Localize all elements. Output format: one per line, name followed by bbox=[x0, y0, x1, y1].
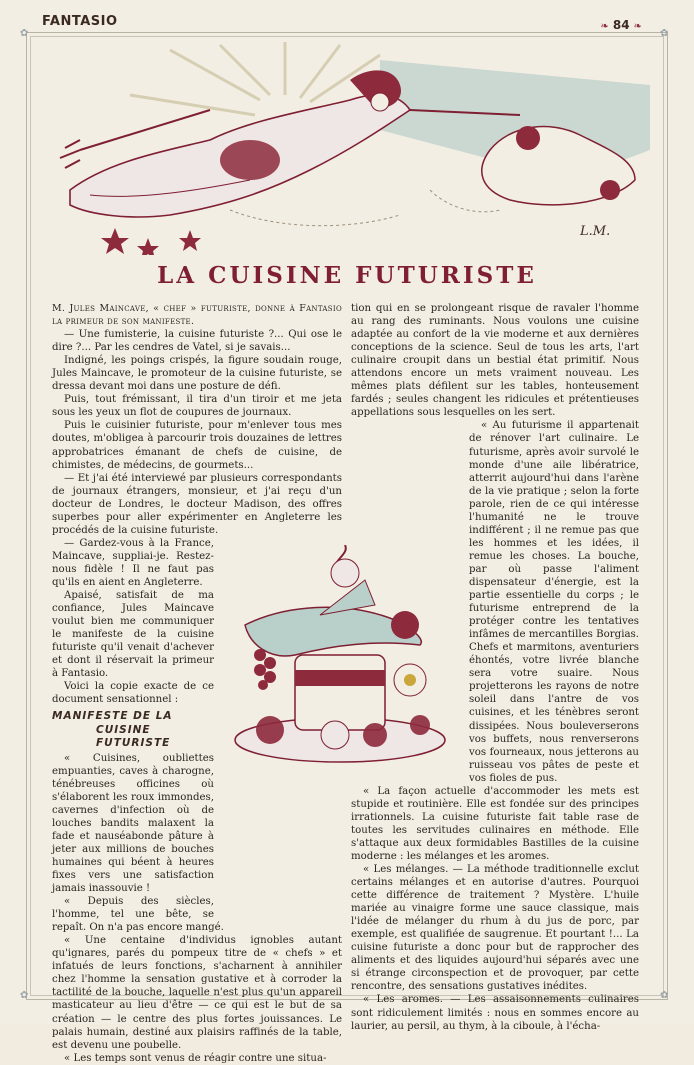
paragraph: — Gardez-vous à la France, Maincave, suppliai-je. Restez-nous fidèle ! Il ne faut pas qu'ils en aient en Angleterre. bbox=[52, 537, 214, 588]
leaf-ornament-icon: ❧ bbox=[633, 21, 642, 32]
corner-ornament: ✿ bbox=[20, 28, 29, 39]
paragraph: « Au futurisme il appartenait de rénover l'art culinaire. Le futurisme, après avoir survolé le monde d'une aile libératrice, atterrit aujourd'hui dans l'arène de la vie pratique ; selon la forte parole, rien de ce qui intéresse l'humanité ne le trouve indifférent ; il ne remue pas que les hommes et les idées, il remue les choses. La bouche, par où passe l'aliment dispensateur d'énergie, est la partie essentielle du corps ; le futurisme entreprend de la protéger contre les tentatives infâmes de mercantilles Borgias. Chefs et marmitons, aventuriers éhontés, votre livrée blanche sera votre suaire. Nous projetterons les rayons de notre soleil dans l'antre de vos cuisines, et les ténèbres seront dissipées. Nous bouleverserons vos buffets, nous renverserons vos fourneaux, nous jetterons au ruisseau vos pâtes de peste et vos fioles de pus. bbox=[469, 420, 639, 784]
manifesto-heading-line1: MANIFESTE DE LA bbox=[52, 710, 173, 723]
corner-ornament: ✿ bbox=[660, 28, 669, 39]
paragraph: « Les aromes. — Les assaisonnements culinaires sont ridiculement limités : nous en sommes encore au laurier, au persil, au thym, à la ciboule, à l'écha- bbox=[351, 994, 639, 1032]
paragraph: « La façon actuelle d'accommoder les mets est stupide et routinière. Elle est fondée sur des principes irrationnels. La cuisine futuriste fait table rase de toutes les servitudes culinaires en méthode. Elle s'attaque aux deux formidables Bastilles de la cuisine moderne : les mélanges et les aromes. bbox=[351, 785, 639, 862]
paragraph: Voici la copie exacte de ce document sensationnel : bbox=[52, 681, 214, 706]
corner-ornament: ✿ bbox=[20, 990, 29, 1001]
futurist-muse-illustration bbox=[50, 40, 650, 255]
paragraph: « Les temps sont venus de réagir contre une situa- bbox=[64, 1052, 327, 1064]
paragraph: « Depuis des siècles, l'homme, tel une bête, se repaît. On n'a pas encore mangé. bbox=[52, 896, 224, 934]
leaf-ornament-icon: ❧ bbox=[600, 21, 609, 32]
page-number: 84 bbox=[612, 18, 630, 32]
futurist-dish-illustration bbox=[225, 545, 455, 775]
paragraph: « Les mélanges. — La méthode traditionnelle exclut certains mélanges et en autorise d'autres. Pourquoi cette différence de traitement ? Mystère. L'huile mariée au vinaigre forme une sauce classique, mais l'idée de mélanger du rhum à du jus de porc, par exemple, est qualifiée de saugrenue. Et pourtant !... La cuisine futuriste a donc pour but de rapprocher des aliments et des liquides aujourd'hui séparés avec une si étrange circonspection et de provoquer, par cette rencontre, des sensations gustatives inédites. bbox=[351, 864, 639, 993]
paragraph: « Une centaine d'individus ignobles autant qu'ignares, parés du pompeux titre de « chefs » et infatués de leurs fonctions, s'acharnent à annihiler chez l'homme la sensation gustative et à corroder la tactilité de la bouche, laquelle n'est plus qu'un appareil masticateur au lieu d'être — ce qui est le but de sa création — le centre des plus fortes jouissances. Le palais humain, destiné aux plaisirs raffinés de la table, est devenu une poubelle. bbox=[52, 935, 342, 1051]
paragraph: Puis le cuisinier futuriste, pour m'enlever tous mes doutes, m'obligea à parcourir trois douzaines de lettres approbatrices émanant de chefs de cuisine, de chimistes, de médecins, de gourmets... bbox=[52, 420, 342, 471]
paragraph: Apaisé, satisfait de ma confiance, Jules Maincave voulut bien me communiquer le manifeste de la cuisine futuriste qu'il venait d'achever et dont il réservait la primeur à Fantasio. bbox=[52, 590, 214, 680]
manifesto-heading-line2: CUISINE FUTURISTE bbox=[96, 723, 171, 749]
paragraph: tion qui en se prolongeant risque de ravaler l'homme au rang des ruminants. Nous voulons une cuisine adaptée au confort de la vie moderne et aux dernières conceptions de la science. Seul de tous les arts, l'art culinaire croupit dans un bestial état primitif. Nous attendons encore un mets vraiment nouveau. Les mêmes plats défilent sur les tables, honteusement fardés ; seules changent les ridicules et prétentieuses appellations sous lesquelles on les sert. bbox=[351, 303, 639, 419]
corner-ornament: ✿ bbox=[660, 990, 669, 1001]
paragraph: — Une fumisterie, la cuisine futuriste ?... Qui ose le dire ?... Par les cendres de Vatel, si je savais... bbox=[52, 329, 342, 354]
paragraph: Indigné, les poings crispés, la figure soudain rouge, Jules Maincave, le promoteur de la cuisine futuriste, se dressa devant moi dans une posture de défi. bbox=[52, 355, 342, 393]
paragraph: « Cuisines, oubliettes empuanties, caves à charogne, ténébreuses officines où s'élaborent les roux immondes, cavernes d'infection où de louches bandits malaxent la fade et nauséabonde pâture à jeter aux millions de bouches humaines qui béent à heures fixes vers une satisfaction jamais inassouvie ! bbox=[52, 752, 214, 895]
paragraph: — Et j'ai été interviewé par plusieurs correspondants de journaux étrangers, monsieur, et j'ai reçu d'un docteur de Londres, le docteur Madison, des offres superbes pour aller expérimenter en Angleterre les procédés de la cuisine futuriste. bbox=[52, 472, 342, 536]
illustrator-signature: L.M. bbox=[580, 224, 611, 239]
magazine-title: FANTASIO bbox=[42, 14, 118, 29]
article-title: LA CUISINE FUTURISTE bbox=[157, 262, 537, 289]
paragraph: Puis, tout frémissant, il tira d'un tiroir et me jeta sous les yeux un flot de coupures de journaux. bbox=[52, 394, 342, 419]
article-lede: M. Jules Maincave, « chef » futuriste, donne à Fantasio la primeur de son manifeste. bbox=[52, 303, 342, 328]
page-number-group bbox=[597, 18, 646, 32]
